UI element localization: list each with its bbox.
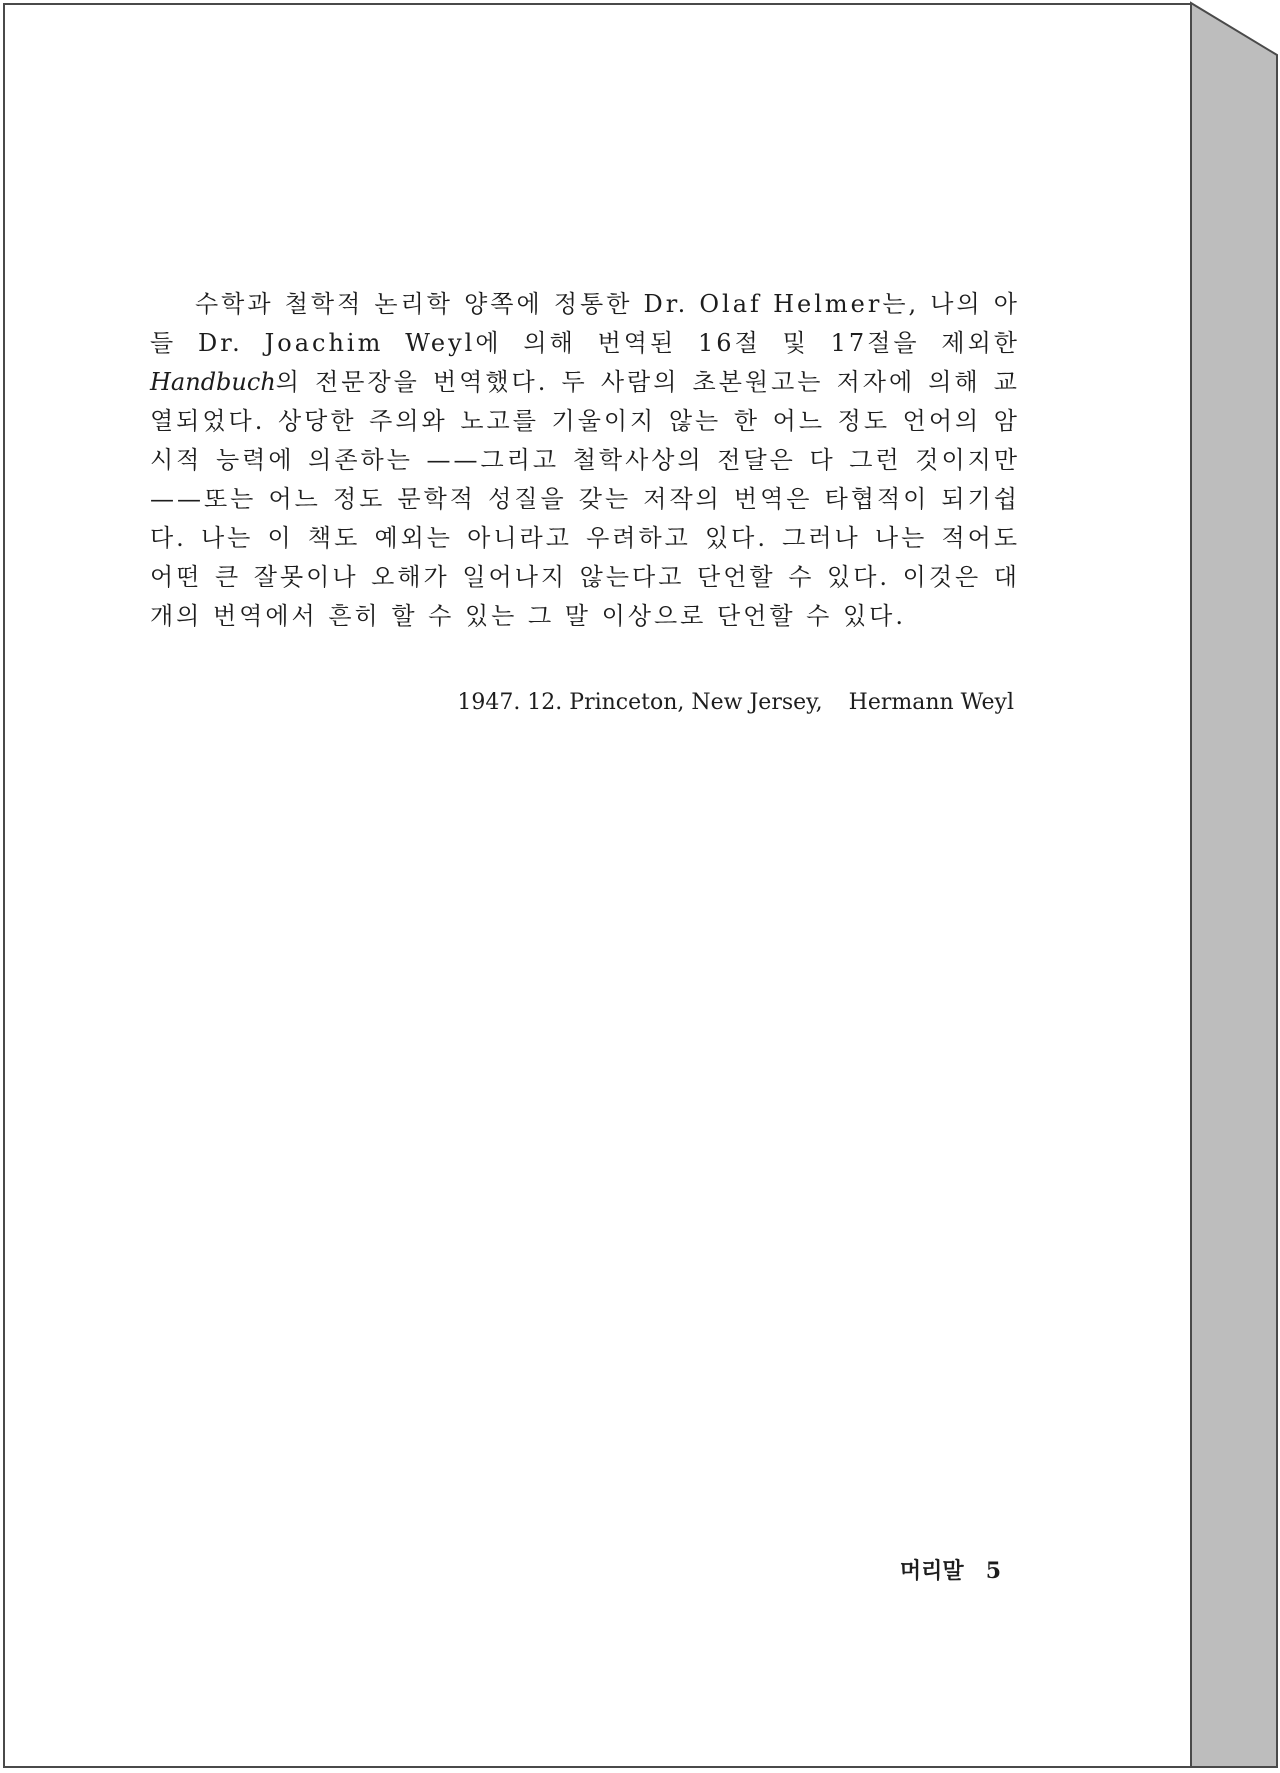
footer-section-title: 머리말 [899, 1558, 964, 1584]
signature-line [457, 690, 1014, 715]
paragraph-text-part2: 의 전문장을 번역했다. 두 사람의 초본원고는 저자에 의해 교열되었다. 상당한 주의와 노고를 기울이지 않는 한 어느 정도 언어의 암시적 능력에 의존하는 ——그리고 철학사상의 전달은 다 그런 것이지만——또는 어느 정도 문학적 성질을 갖는 저작의 번역은 타협적이 되기쉽다. 나는 이 책도 예외는 아니라고 우려하고 있다. 그러나 나는 적어도 어떤 큰 잘못이나 오해가 일어나지 않는다고 단언할 수 있다. 이것은 대개의 번역에서 흔히 할 수 있는 그 말 이상으로 단언할 수 있다. [150, 368, 1020, 630]
page-footer [900, 1554, 1001, 1585]
italic-term-handbuch: Handbuch [150, 368, 276, 396]
book-page [3, 3, 1192, 1768]
signature-place-date: 1947. 12. Princeton, New Jersey, [457, 690, 823, 715]
preface-paragraph [150, 285, 1020, 636]
page-number: 5 [985, 1558, 1001, 1584]
paragraph-text-part1: 수학과 철학적 논리학 양쪽에 정통한 Dr. Olaf Helmer는, 나의 아들 Dr. Joachim Weyl에 의해 번역된 16절 및 17절을 제외한 [150, 290, 1020, 357]
signature-author: Hermann Weyl [848, 690, 1014, 715]
